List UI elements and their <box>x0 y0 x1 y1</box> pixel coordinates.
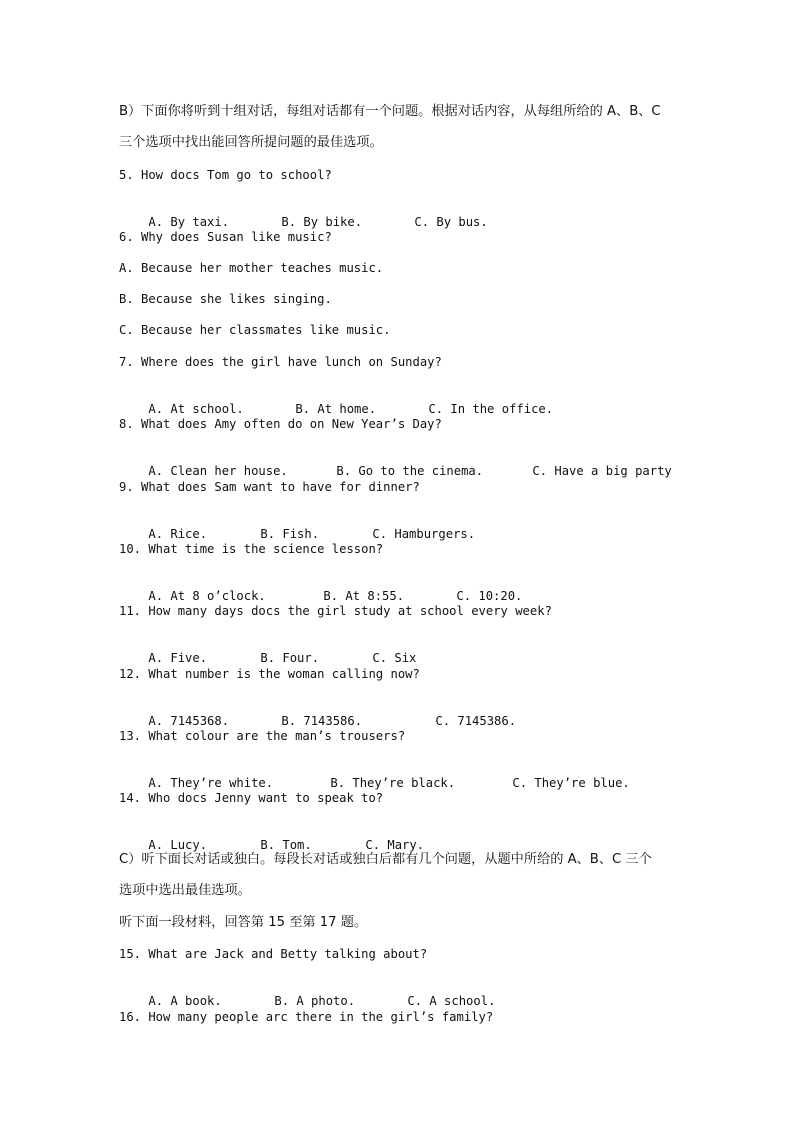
option-c: C. Have a big party <box>532 464 672 478</box>
option-b: B. Tom. <box>260 838 312 852</box>
option-b: B. A photo. <box>274 994 356 1008</box>
option-c: C. 7145386. <box>435 714 517 728</box>
option-c: C. Hamburgers. <box>372 527 476 541</box>
section-c-intro-line2: 选项中选出最佳选项。 <box>119 883 251 898</box>
option-a: A. At 8 o’clock. <box>148 589 266 603</box>
question-6-option-b: B. Because she likes singing. <box>119 292 332 306</box>
section-c-material-note: 听下面一段材料，回答第 15 至第 17 题。 <box>119 915 368 930</box>
question-7: 7. Where does the girl have lunch on Sunday? <box>119 355 442 369</box>
question-16: 16. How many people arc there in the girl’s family? <box>119 1010 494 1024</box>
section-c-intro-line1: C）听下面长对话或独白。每段长对话或独白后都有几个问题，从题中所给的 A、B、C 三个 <box>119 852 652 867</box>
question-8: 8. What does Amy often do on New Year’s Day? <box>119 417 442 431</box>
option-a: A. Lucy. <box>148 838 208 852</box>
question-15: 15. What are Jack and Betty talking about? <box>119 947 428 961</box>
option-c: C. 10:20. <box>456 589 523 603</box>
option-b: B. At 8:55. <box>323 589 405 603</box>
question-13: 13. What colour are the man’s trousers? <box>119 729 406 743</box>
question-11: 11. How many days docs the girl study at school every week? <box>119 604 552 618</box>
question-6-option-a: A. Because her mother teaches music. <box>119 261 384 275</box>
section-b-intro-line1: B）下面你将听到十组对话，每组对话都有一个问题。根据对话内容，从每组所给的 A、B、C <box>119 104 661 119</box>
option-a: A. At school. <box>148 402 244 416</box>
option-a: A. By taxi. <box>148 215 230 229</box>
option-c: C. In the office. <box>428 402 554 416</box>
question-6: 6. Why does Susan like music? <box>119 230 332 244</box>
option-b: B. Four. <box>260 651 320 665</box>
option-b: B. Fish. <box>260 527 320 541</box>
option-b: B. Go to the cinema. <box>336 464 484 478</box>
question-12: 12. What number is the woman calling now? <box>119 667 420 681</box>
option-a: A. Clean her house. <box>148 464 288 478</box>
option-b: B. By bike. <box>281 215 363 229</box>
question-10: 10. What time is the science lesson? <box>119 542 384 556</box>
option-c: C. Six <box>372 651 417 665</box>
option-c: C. A school. <box>407 994 496 1008</box>
option-a: A. A book. <box>148 994 222 1008</box>
option-a: A. They’re white. <box>148 776 274 790</box>
option-c: C. They’re blue. <box>512 776 630 790</box>
option-c: C. By bus. <box>414 215 488 229</box>
option-a: A. Rice. <box>148 527 208 541</box>
option-c: C. Mary. <box>365 838 425 852</box>
question-5: 5. How docs Tom go to school? <box>119 168 332 182</box>
question-9: 9. What does Sam want to have for dinner? <box>119 480 420 494</box>
question-14: 14. Who docs Jenny want to speak to? <box>119 791 384 805</box>
option-a: A. 7145368. <box>148 714 230 728</box>
section-b-intro-line2: 三个选项中找出能回答所提问题的最佳选项。 <box>119 135 383 150</box>
option-b: B. They’re black. <box>330 776 456 790</box>
question-6-option-c: C. Because her classmates like music. <box>119 323 391 337</box>
option-b: B. At home. <box>295 402 377 416</box>
option-a: A. Five. <box>148 651 208 665</box>
option-b: B. 7143586. <box>281 714 363 728</box>
